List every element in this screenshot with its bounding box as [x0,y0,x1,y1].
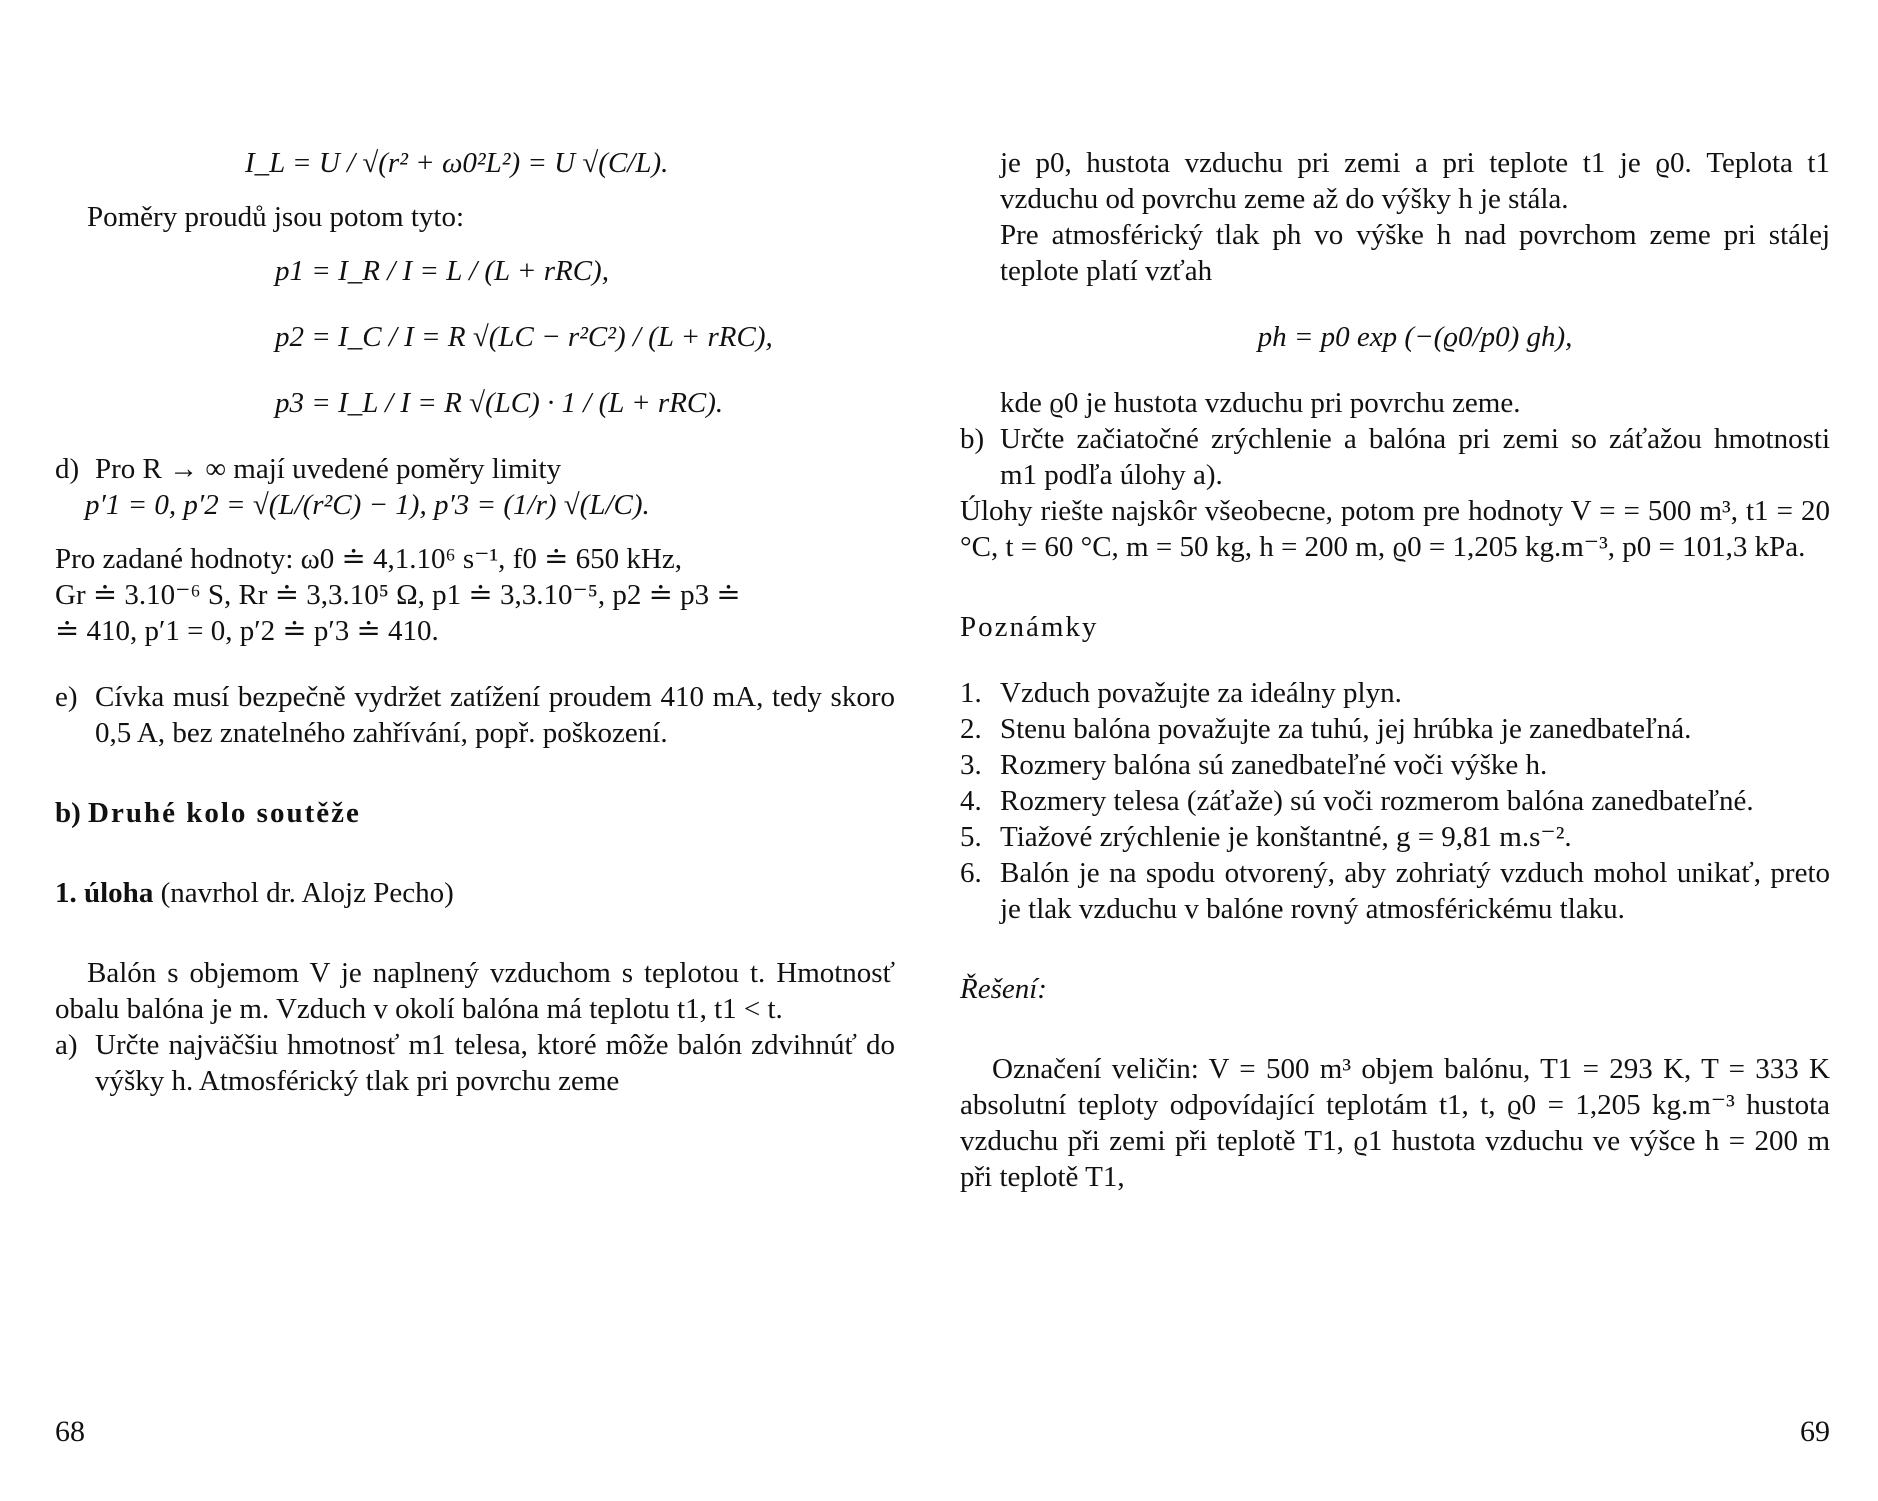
values-line-1: Pro zadané hodnoty: ω0 ≐ 4,1.10⁶ s⁻¹, f0 ≐ 650 kHz, [55,543,682,575]
note-number: 3. [960,749,982,781]
item-d-text: Pro R → ∞ mají uvedené poměry limity [95,453,562,485]
equation-il: I_L = U / √(r² + ω0²L²) = U √(C/L). [245,147,669,179]
task-intro: Balón s objemom V je naplnený vzduchom s teplotou t. Hmotnosť obalu balóna je m. Vzduch v okolí balóna má teplotu t1, t1 < t. [55,957,895,1025]
note-text: Balón je na spodu otvorený, aby zohriatý vzduch mohol unikať, preto je tlak vzduchu v balóne rovný atmosférickému tlaku. [1000,857,1830,925]
ratios-intro: Poměry proudů jsou potom tyto: [87,201,464,233]
notes-list [960,675,1830,927]
section-title: Druhé kolo soutěže [88,797,361,829]
item-e-text: Cívka musí bezpečně vydržet zatížení proudem 410 mA, tedy skoro 0,5 A, bez znatelného zahřívání, popř. poškození. [95,681,895,749]
limits-equation: p′1 = 0, p′2 = √(L/(r²C) − 1), p′3 = (1/r) √(L/C). [85,489,650,521]
section-label: b) [55,797,81,829]
item-a-label: a) [55,1029,78,1061]
task-number: 1. úloha [55,877,154,909]
item-a [55,1027,895,1099]
pressure-text: Pre atmosférický tlak ph vo výške h nad povrchom zeme pri stálej teplote platí vzťah [1000,219,1830,287]
equation-p3: p3 = I_L / I = R √(LC) · 1 / (L + rRC). [275,387,724,419]
notes-title: Poznámky [960,611,1099,643]
item-d [55,451,895,487]
list-item [960,819,1830,855]
page-number-left: 68 [55,1415,85,1448]
note-text: Vzduch považujte za ideálny plyn. [1000,677,1402,709]
note-text: Stenu balóna považujte za tuhú, jej hrúbka je zanedbateľná. [1000,713,1692,745]
note-number: 6. [960,857,982,889]
left-page-body [55,145,895,1099]
page-number-right: 69 [1800,1415,1830,1448]
list-item [960,675,1830,711]
values-line-2: Gr ≐ 3.10⁻⁶ S, Rr ≐ 3,3.10⁵ Ω, p1 ≐ 3,3.10⁻⁵, p2 ≐ p3 ≐ [55,579,741,611]
task-author: (navrhol dr. Alojz Pecho) [160,877,454,909]
list-item [960,855,1830,927]
list-item [960,783,1830,819]
item-a-text: Určte najväčšiu hmotnosť m1 telesa, ktoré môže balón zdvihnúť do výšky h. Atmosférický tlak pri povrchu zeme [95,1029,895,1097]
item-e-label: e) [55,681,78,713]
right-page-body [960,145,1830,1195]
solution-text: Označení veličin: V = 500 m³ objem balónu, T1 = 293 K, T = 333 K absolutní teploty odpovídající teplotám t1, t, ϱ0 = 1,205 kg.m⁻³ hustota vzduchu při zemi při teplotě T1, ϱ1 hustota vzduchu ve výšce h = 200 m při teplotě T1, [960,1053,1830,1193]
item-e [55,679,895,751]
section-heading [55,795,895,831]
note-number: 1. [960,677,982,709]
values-line-3: ≐ 410, p′1 = 0, p′2 ≐ p′3 ≐ 410. [55,615,439,647]
note-number: 5. [960,821,982,853]
solution-title: Řešení: [960,973,1047,1005]
item-b-text: Určte začiatočné zrýchlenie a balóna pri zemi so záťažou hmotnosti m1 podľa úlohy a). [1000,423,1830,491]
note-number: 2. [960,713,982,745]
left-page [55,0,895,1501]
note-text: Rozmery telesa (záťaže) sú voči rozmerom balóna zanedbateľné. [1000,785,1754,817]
item-b-label: b) [960,423,985,455]
list-item [960,747,1830,783]
continuation-text: je p0, hustota vzduchu pri zemi a pri teplote t1 je ϱ0. Teplota t1 vzduchu od povrchu zeme až do výšky h je stála. [1000,147,1830,215]
kde-text: kde ϱ0 je hustota vzduchu pri povrchu zeme. [1000,387,1521,419]
task-heading [55,875,895,911]
right-page [960,0,1830,1501]
note-text: Tiažové zrýchlenie je konštantné, g = 9,81 m.s⁻². [1000,821,1572,853]
note-text: Rozmery balóna sú zanedbateľné voči výške h. [1000,749,1548,781]
equation-p2: p2 = I_C / I = R √(LC − r²C²) / (L + rRC), [275,321,773,353]
list-item [960,711,1830,747]
equation-ph: ph = p0 exp (−(ϱ0/p0) gh), [1257,321,1573,353]
equation-p1: p1 = I_R / I = L / (L + rRC), [275,255,609,287]
note-number: 4. [960,785,982,817]
solve-text: Úlohy riešte najskôr všeobecne, potom pre hodnoty V = = 500 m³, t1 = 20 °C, t = 60 °C, m = 50 kg, h = 200 m, ϱ0 = 1,205 kg.m⁻³, p0 = 101,3 kPa. [960,495,1830,563]
item-d-label: d) [55,453,80,485]
item-b [960,421,1830,493]
